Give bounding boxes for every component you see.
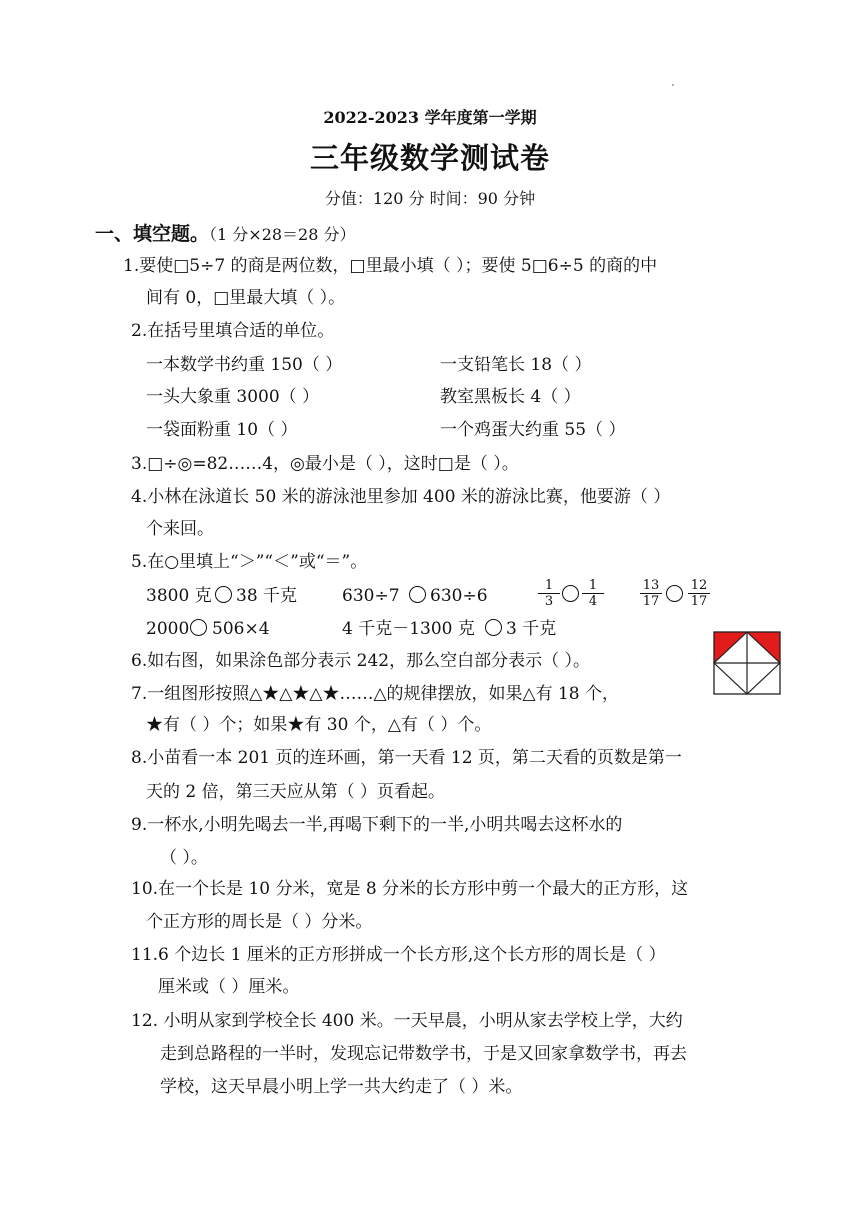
- score-time-info: 分值：120 分 时间：90 分钟: [324, 189, 536, 208]
- shaded-square-figure: [713, 631, 781, 695]
- compare-a-right: 38 千克: [236, 586, 298, 606]
- question-9-line-1: 9.一杯水,小明先喝去一半,再喝下剩下的一半,小明共喝去这杯水的: [131, 815, 623, 835]
- question-12-line-1: 12. 小明从家到学校全长 400 米。一天早晨，小明从家去学校上学，大约: [131, 1011, 683, 1031]
- question-8-line-1: 8.小苗看一本 201 页的连环画，第一天看 12 页，第二天看的页数是第一: [131, 748, 682, 768]
- question-2-item: 一头大象重 3000（ ）: [146, 387, 320, 407]
- fraction-numerator: 1: [538, 578, 560, 594]
- section-title: 一、填空题。: [95, 223, 210, 245]
- question-12-line-3: 学校，这天早晨小明上学一共大约走了（ ）米。: [160, 1077, 523, 1097]
- compare-f-left: 4 千克－1300 克: [342, 619, 475, 639]
- compare-circle[interactable]: [666, 585, 683, 602]
- fraction-denominator: 17: [642, 594, 660, 609]
- question-2-item: 一袋面粉重 10（ ）: [146, 420, 298, 440]
- compare-b-right: 630÷6: [430, 586, 488, 606]
- compare-circle[interactable]: [562, 585, 579, 602]
- fraction-twelve-seventeenths: [688, 578, 710, 609]
- compare-circle[interactable]: [485, 619, 502, 636]
- question-4-line-2: 个来回。: [146, 519, 214, 539]
- question-2-line-1: 2.在括号里填合适的单位。: [131, 321, 335, 341]
- fraction-numerator: 12: [688, 578, 710, 594]
- question-3-line-1: 3.□÷◎=82……4，◎最小是（ ），这时□是（ ）。: [131, 454, 519, 474]
- question-1-line-2: 间有 0，□里最大填（ ）。: [146, 288, 346, 308]
- section-heading: [95, 219, 356, 246]
- question-10-line-1: 10.在一个长是 10 分米，宽是 8 分米的长方形中剪一个最大的正方形，这: [131, 879, 689, 899]
- question-6-line-1: 6.如右图，如果涂色部分表示 242，那么空白部分表示（ ）。: [131, 651, 590, 671]
- question-7-line-2: ★有（ ）个；如果★有 30 个，△有（ ）个。: [146, 715, 492, 735]
- scan-speck: [672, 84, 674, 86]
- question-7-line-1: 7.一组图形按照△★△★△★……△的规律摆放，如果△有 18 个，: [131, 684, 620, 704]
- compare-circle[interactable]: [409, 586, 426, 603]
- fraction-numerator: 13: [640, 578, 662, 594]
- question-11-line-2: 厘米或（ ）厘米。: [158, 977, 300, 997]
- fraction-denominator: 17: [690, 594, 708, 609]
- question-9-line-2: （ ）。: [160, 848, 208, 868]
- compare-e-left: 2000: [146, 619, 190, 639]
- fraction-denominator: 4: [588, 594, 598, 609]
- section-scoring: （1 分×28＝28 分）: [209, 225, 356, 244]
- question-8-line-2: 天的 2 倍，第三天应从第（ ）页看起。: [146, 782, 446, 802]
- compare-circle[interactable]: [215, 586, 232, 603]
- compare-f-right: 3 千克: [506, 619, 557, 639]
- fraction-numerator: 1: [582, 578, 604, 594]
- question-5-line-1: 5.在○里填上“＞”“＜”或“＝”。: [131, 552, 368, 572]
- question-11-line-1: 11.6 个边长 1 厘米的正方形拼成一个长方形,这个长方形的周长是（ ）: [131, 945, 666, 965]
- fraction-one-fourth: [582, 578, 604, 609]
- fraction-one-third: [538, 578, 560, 609]
- question-2-item: 一本数学书约重 150（ ）: [146, 355, 343, 375]
- question-2-item: 一个鸡蛋大约重 55（ ）: [440, 420, 626, 440]
- question-4-line-1: 4.小林在泳道长 50 米的游泳池里参加 400 米的游泳比赛，他要游（ ）: [131, 487, 671, 507]
- question-10-line-2: 个正方形的周长是（ ）分米。: [146, 912, 373, 932]
- school-year: 2022-2023 学年度第一学期: [323, 108, 537, 127]
- question-2-item: 一支铅笔长 18（ ）: [440, 355, 592, 375]
- fraction-denominator: 3: [544, 594, 554, 609]
- question-1-line-1: 1.要使□5÷7 的商是两位数，□里最小填（ ）；要使 5□6÷5 的商的中: [123, 256, 658, 276]
- question-12-line-2: 走到总路程的一半时，发现忘记带数学书，于是又回家拿数学书，再去: [160, 1044, 687, 1064]
- fraction-thirteen-seventeenths: [640, 578, 662, 609]
- page-title: 三年级数学测试卷: [309, 141, 550, 175]
- compare-circle[interactable]: [190, 619, 207, 636]
- compare-b-left: 630÷7: [342, 586, 400, 606]
- compare-e-right: 506×4: [212, 619, 270, 639]
- question-2-item: 教室黑板长 4（ ）: [440, 387, 581, 407]
- compare-a-left: 3800 克: [146, 586, 212, 606]
